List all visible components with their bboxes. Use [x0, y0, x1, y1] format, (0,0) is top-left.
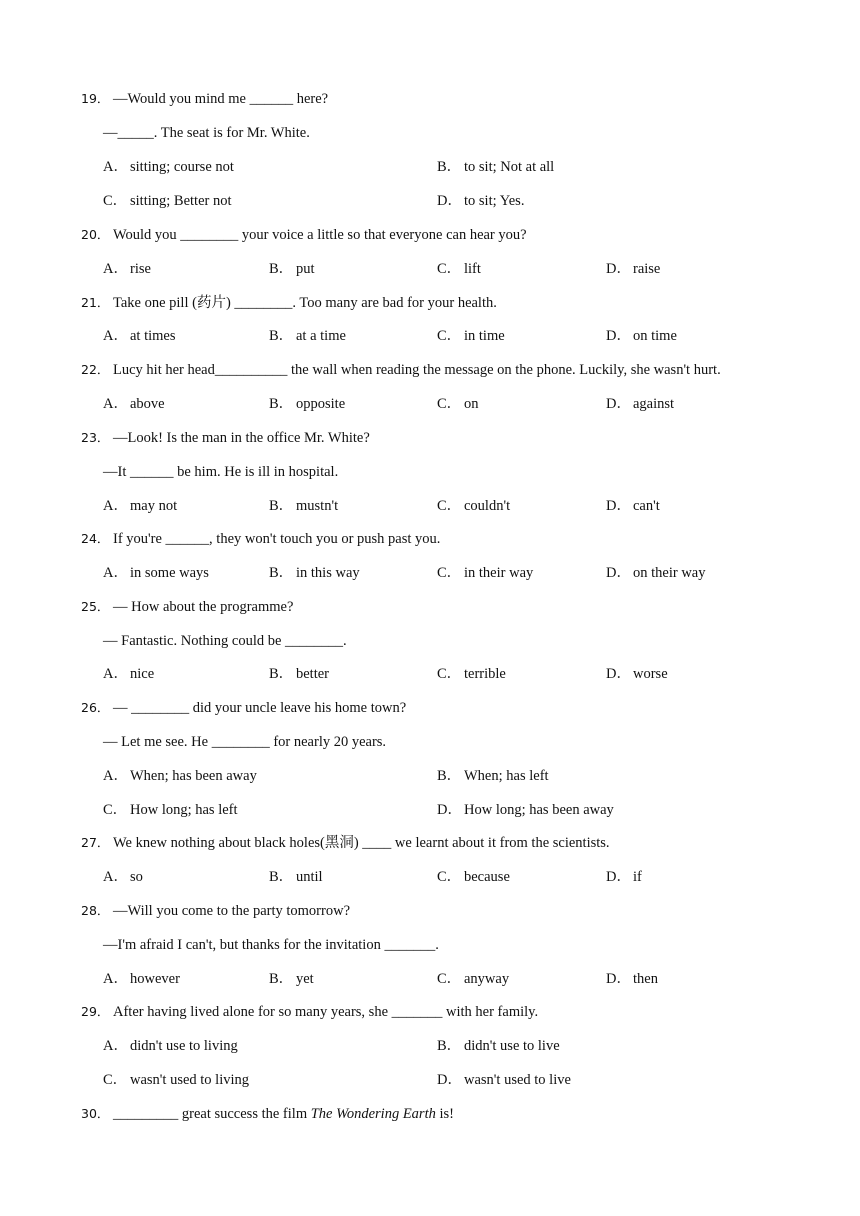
option-label: C． [437, 565, 462, 581]
option-d[interactable] [606, 494, 660, 518]
question-stem: — How about the programme? [113, 599, 294, 615]
option-text: in this way [296, 565, 360, 581]
option-c[interactable] [437, 257, 481, 281]
option-label: B． [269, 971, 294, 987]
question-number: 28． [81, 903, 110, 918]
option-label: C． [103, 1072, 128, 1088]
option-d[interactable] [606, 392, 674, 416]
option-c[interactable] [437, 324, 505, 348]
option-c[interactable] [437, 967, 509, 991]
question-number: 21． [81, 295, 110, 310]
option-text: in their way [464, 565, 534, 581]
option-a[interactable] [103, 392, 165, 416]
option-d[interactable] [606, 967, 658, 991]
question-stem-continued: —_____. The seat is for Mr. White. [103, 125, 310, 141]
option-c[interactable] [103, 1068, 249, 1092]
question-number: 30． [81, 1106, 110, 1121]
option-label: B． [437, 768, 462, 784]
option-label: D． [437, 193, 462, 209]
option-label: D． [606, 971, 631, 987]
option-text: if [633, 869, 642, 885]
option-label: D． [606, 565, 631, 581]
question-25 [0, 595, 860, 619]
option-label: B． [437, 159, 462, 175]
question-19-options-row-2 [0, 189, 860, 213]
question-21 [0, 291, 860, 315]
option-text: to sit; Yes. [464, 193, 525, 209]
option-label: B． [269, 328, 294, 344]
option-text: anyway [464, 971, 510, 987]
question-28-options [0, 967, 860, 991]
option-label: B． [437, 1038, 462, 1054]
question-number: 19． [81, 91, 110, 106]
option-text: on time [633, 328, 677, 344]
option-label: C． [437, 971, 462, 987]
option-label: C． [437, 328, 462, 344]
option-text: sitting; course not [130, 159, 234, 175]
option-text: nice [130, 666, 155, 682]
option-c[interactable] [437, 392, 479, 416]
question-number: 23． [81, 430, 110, 445]
option-c[interactable] [437, 494, 510, 518]
option-label: B． [269, 869, 294, 885]
option-text: wasn't used to living [130, 1072, 250, 1088]
option-text: so [130, 869, 143, 885]
option-label: A． [103, 498, 128, 514]
option-text: worse [633, 666, 668, 682]
question-number: 29． [81, 1004, 110, 1019]
question-28-line-2 [0, 933, 860, 957]
option-label: C． [437, 869, 462, 885]
option-d[interactable] [606, 561, 705, 585]
option-text: can't [633, 498, 660, 514]
question-stem-continued: —I'm afraid I can't, but thanks for the invitation _______. [103, 937, 439, 953]
option-c[interactable] [437, 662, 506, 686]
option-b[interactable] [269, 662, 329, 686]
option-text: yet [296, 971, 314, 987]
option-text: sitting; Better not [130, 193, 232, 209]
option-text: When; has been away [130, 768, 257, 784]
option-label: B． [269, 666, 294, 682]
option-b[interactable] [269, 257, 315, 281]
option-text: didn't use to live [464, 1038, 560, 1054]
question-25-options [0, 662, 860, 686]
option-c[interactable] [437, 561, 533, 585]
question-19 [0, 87, 860, 111]
film-title: The Wondering Earth [310, 1106, 436, 1122]
option-a[interactable] [103, 1034, 238, 1058]
question-30 [0, 1102, 860, 1126]
option-text: better [296, 666, 330, 682]
question-stem-continued: — Fantastic. Nothing could be ________. [103, 633, 347, 649]
option-text: above [130, 396, 165, 412]
option-a[interactable] [103, 967, 180, 991]
option-label: B． [269, 498, 294, 514]
option-label: A． [103, 869, 128, 885]
option-text: opposite [296, 396, 346, 412]
option-label: A． [103, 565, 128, 581]
option-c[interactable] [103, 798, 238, 822]
option-text: may not [130, 498, 178, 514]
question-23-options [0, 494, 860, 518]
option-label: D． [606, 498, 631, 514]
option-a[interactable] [103, 865, 143, 889]
question-number: 26． [81, 700, 110, 715]
question-stem: Take one pill (药片) ________. Too many are bad for your health. [113, 295, 497, 311]
option-text: then [633, 971, 658, 987]
question-stem: —Will you come to the party tomorrow? [113, 903, 350, 919]
option-text: lift [464, 261, 481, 277]
question-stem: Lucy hit her head__________ the wall when reading the message on the phone. Luckily, she wasn't hurt. [113, 362, 721, 378]
question-21-options [0, 324, 860, 348]
option-text: on [464, 396, 479, 412]
question-stem [113, 1102, 454, 1126]
option-a[interactable] [103, 662, 154, 686]
option-label: C． [103, 802, 128, 818]
question-number: 22． [81, 362, 110, 377]
option-a[interactable] [103, 494, 177, 518]
question-22-options [0, 392, 860, 416]
option-c[interactable] [437, 865, 510, 889]
question-23-line-2 [0, 460, 860, 484]
question-stem-continued: —It ______ be him. He is ill in hospital. [103, 464, 339, 480]
question-26-options-row-1 [0, 764, 860, 788]
option-text: against [633, 396, 675, 412]
option-text: When; has left [464, 768, 549, 784]
option-b[interactable] [269, 392, 345, 416]
option-label: D． [606, 261, 631, 277]
option-d[interactable] [437, 189, 524, 213]
option-label: B． [269, 396, 294, 412]
option-label: B． [269, 565, 294, 581]
question-number: 24． [81, 531, 110, 546]
option-b[interactable] [269, 561, 360, 585]
question-number: 25． [81, 599, 110, 614]
option-d[interactable] [437, 798, 614, 822]
question-stem: —Would you mind me ______ here? [113, 91, 329, 107]
option-label: D． [606, 869, 631, 885]
option-label: A． [103, 396, 128, 412]
question-19-options-row-1 [0, 155, 860, 179]
option-label: C． [437, 396, 462, 412]
question-22 [0, 358, 860, 382]
option-text: raise [633, 261, 661, 277]
option-b[interactable] [269, 865, 323, 889]
option-text: rise [130, 261, 151, 277]
question-23 [0, 426, 860, 450]
question-29-options-row-2 [0, 1068, 860, 1092]
option-text: didn't use to living [130, 1038, 238, 1054]
option-d[interactable] [606, 324, 677, 348]
question-number: 27． [81, 835, 110, 850]
option-label: A． [103, 768, 128, 784]
question-stem: Would you ________ your voice a little so that everyone can hear you? [113, 227, 527, 243]
option-text: to sit; Not at all [464, 159, 555, 175]
option-text: put [296, 261, 315, 277]
option-text: until [296, 869, 323, 885]
option-label: B． [269, 261, 294, 277]
option-label: D． [606, 666, 631, 682]
option-label: A． [103, 261, 128, 277]
option-label: D． [606, 328, 631, 344]
question-24 [0, 527, 860, 551]
option-label: D． [437, 1072, 462, 1088]
option-text: because [464, 869, 510, 885]
stem-after: is! [435, 1106, 454, 1122]
question-27 [0, 831, 860, 855]
option-label: C． [437, 666, 462, 682]
option-label: A． [103, 328, 128, 344]
option-d[interactable] [606, 257, 660, 281]
option-a[interactable] [103, 324, 176, 348]
option-text: in time [464, 328, 505, 344]
option-label: A． [103, 971, 128, 987]
question-25-line-2 [0, 629, 860, 653]
option-label: C． [437, 498, 462, 514]
option-label: A． [103, 1038, 128, 1054]
option-a[interactable] [103, 561, 209, 585]
option-text: in some ways [130, 565, 209, 581]
question-27-options [0, 865, 860, 889]
option-label: C． [103, 193, 128, 209]
option-b[interactable] [269, 324, 346, 348]
option-text: however [130, 971, 180, 987]
question-26 [0, 696, 860, 720]
option-b[interactable] [269, 967, 314, 991]
stem-before: _________ great success the film [113, 1106, 311, 1122]
question-stem: If you're ______, they won't touch you or push past you. [113, 531, 441, 547]
option-d[interactable] [437, 1068, 571, 1092]
question-number: 20． [81, 227, 110, 242]
question-stem: — ________ did your uncle leave his home town? [113, 700, 407, 716]
option-text: at times [130, 328, 176, 344]
question-20 [0, 223, 860, 247]
option-a[interactable] [103, 257, 151, 281]
question-stem-continued: — Let me see. He ________ for nearly 20 years. [103, 734, 387, 750]
question-stem: After having lived alone for so many years, she _______ with her family. [113, 1004, 539, 1020]
option-text: How long; has been away [464, 802, 614, 818]
option-text: mustn't [296, 498, 339, 514]
question-28 [0, 899, 860, 923]
question-19-line-2 [0, 121, 860, 145]
option-text: on their way [633, 565, 706, 581]
option-b[interactable] [437, 155, 554, 179]
question-stem: We knew nothing about black holes(黑洞) ____ we learnt about it from the scientists. [113, 835, 610, 851]
option-label: C． [437, 261, 462, 277]
option-label: D． [606, 396, 631, 412]
question-29-options-row-1 [0, 1034, 860, 1058]
option-b[interactable] [269, 494, 338, 518]
question-26-line-2 [0, 730, 860, 754]
option-text: How long; has left [130, 802, 238, 818]
option-d[interactable] [606, 662, 668, 686]
question-26-options-row-2 [0, 798, 860, 822]
option-text: at a time [296, 328, 346, 344]
option-text: couldn't [464, 498, 511, 514]
option-text: wasn't used to live [464, 1072, 571, 1088]
option-c[interactable] [103, 189, 232, 213]
option-a[interactable] [103, 155, 234, 179]
option-b[interactable] [437, 1034, 560, 1058]
option-text: terrible [464, 666, 506, 682]
question-24-options [0, 561, 860, 585]
option-a[interactable] [103, 764, 257, 788]
option-d[interactable] [606, 865, 642, 889]
question-20-options [0, 257, 860, 281]
option-label: D． [437, 802, 462, 818]
option-b[interactable] [437, 764, 549, 788]
option-label: A． [103, 159, 128, 175]
option-label: A． [103, 666, 128, 682]
question-stem: —Look! Is the man in the office Mr. White? [113, 430, 370, 446]
question-29 [0, 1000, 860, 1024]
